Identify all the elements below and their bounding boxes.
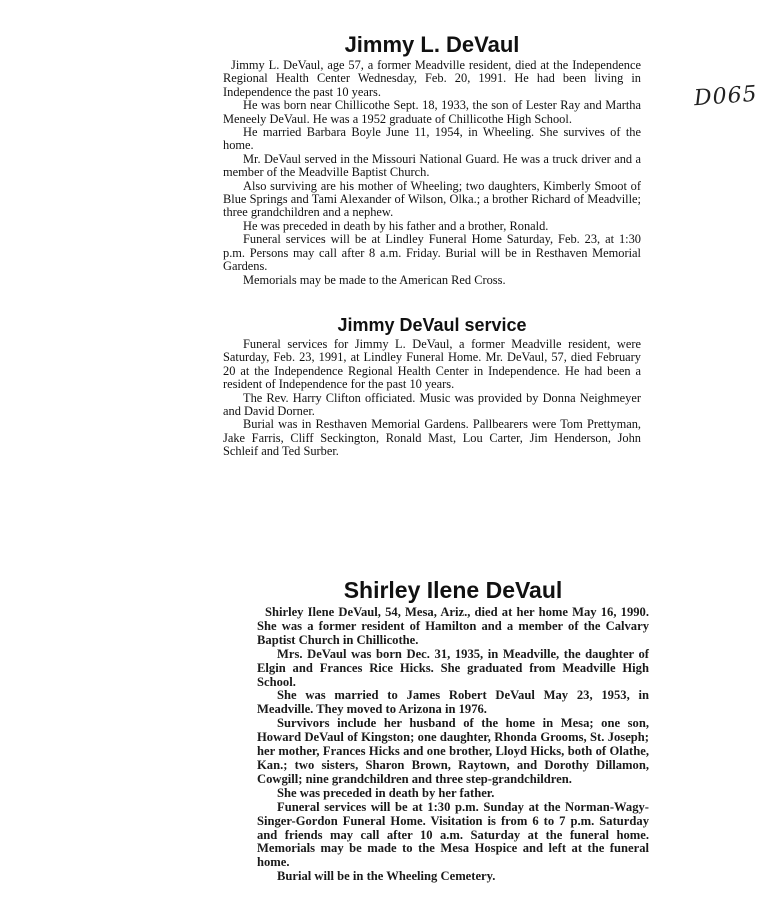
obituary-paragraph: Mr. DeVaul served in the Missouri National Guard. He was a truck driver and a member of the Meadville Baptist Church. <box>223 151 641 180</box>
obituary-paragraph: He was preceded in death by his father and a brother, Ronald. <box>243 218 549 233</box>
obituary-paragraph: Also surviving are his mother of Wheeling; two daughters, Kimberly Smoot of Blue Springs and Tami Alexander of Wilson, Olka.; a brother Richard of Meadville; three grandchildren and a nephew. <box>223 178 641 220</box>
obituary-paragraph: He married Barbara Boyle June 11, 1954, in Wheeling. She survives of the home. <box>223 125 641 153</box>
obituary-paragraph: Shirley Ilene DeVaul, 54, Mesa, Ariz., died at her home May 16, 1990. She was a former resident of Hamilton and a member of the Calvary Baptist Church in Chillicothe. <box>257 605 649 647</box>
obituary-paragraph: Memorials may be made to the American Red Cross. <box>243 272 506 287</box>
service-headline: Jimmy DeVaul service <box>337 315 527 335</box>
obituary-paragraph: She was preceded in death by her father. <box>277 785 495 800</box>
obituary-clipping-shirley <box>257 577 649 884</box>
obituary-paragraph: He was born near Chillicothe Sept. 18, 1933, the son of Lester Ray and Martha Meneely DeVaul. He was a 1952 graduate of Chillicothe High School. <box>223 98 641 126</box>
service-paragraph: Burial was in Resthaven Memorial Gardens. Pallbearers were Tom Prettyman, Jake Farris, Cliff Seckington, Ronald Mast, Lou Carter, Jim Henderson, John Schleif and Ted Surber. <box>223 417 641 459</box>
obituary-paragraph: Mrs. DeVaul was born Dec. 31, 1935, in Meadville, the daughter of Elgin and Frances Rice Hicks. She graduated from Meadville High School. <box>257 646 649 689</box>
obituary-paragraph: Burial will be in the Wheeling Cemetery. <box>277 869 496 884</box>
obituary-paragraph: Survivors include her husband of the home in Mesa; one son, Howard DeVaul of Kingston; one daughter, Rhonda Grooms, St. Joseph; her mother, Frances Hicks and one brother, Lloyd Hicks, both of Olathe, Kan.; two sisters, Sharon Brown, Raytown, and Dorothy Dillamon, Cowgill; nine grandchildren and three step-grandchildren. <box>257 716 649 786</box>
handwritten-document-number: D065 <box>693 81 759 112</box>
obituary-clipping-jimmy <box>223 32 641 287</box>
service-paragraph: The Rev. Harry Clifton officiated. Music was provided by Donna Neighmeyer and David Dorner. <box>223 390 641 419</box>
obituary-paragraph: She was married to James Robert DeVaul May 23, 1953, in Meadville. They moved to Arizona in 1976. <box>257 688 649 717</box>
obituary-paragraph: Funeral services will be at Lindley Funeral Home Saturday, Feb. 23, at 1:30 p.m. Persons may call after 8 a.m. Friday. Burial will be in Resthaven Memorial Gardens. <box>223 232 641 274</box>
obituary-paragraph: Funeral services will be at 1:30 p.m. Sunday at the Norman-Wagy-Singer-Gordon Funeral Home. Visitation is from 6 to 7 p.m. Saturday and friends may call after 10 a.m. Saturday at the funeral home. Memorials may be made to the Mesa Hospice and left at the funeral home. <box>257 799 649 870</box>
obituary-headline: Shirley Ilene DeVaul <box>343 577 563 603</box>
obituary-headline: Jimmy L. DeVaul <box>344 32 520 57</box>
service-notice-clipping <box>223 315 641 459</box>
service-paragraph: Funeral services for Jimmy L. DeVaul, a former Meadville resident, were Saturday, Feb. 23, 1991, at Lindley Funeral Home. Mr. DeVaul, 57, died February 20 at the Independence Regional Health Center in Independence. He had been a resident of Independence for the past 10 years. <box>223 337 641 392</box>
obituary-paragraph: Jimmy L. DeVaul, age 57, a former Meadville resident, died at the Independence Regional Health Center Wednesday, Feb. 20, 1991. He had been living in Independence the past 10 years. <box>223 58 641 99</box>
